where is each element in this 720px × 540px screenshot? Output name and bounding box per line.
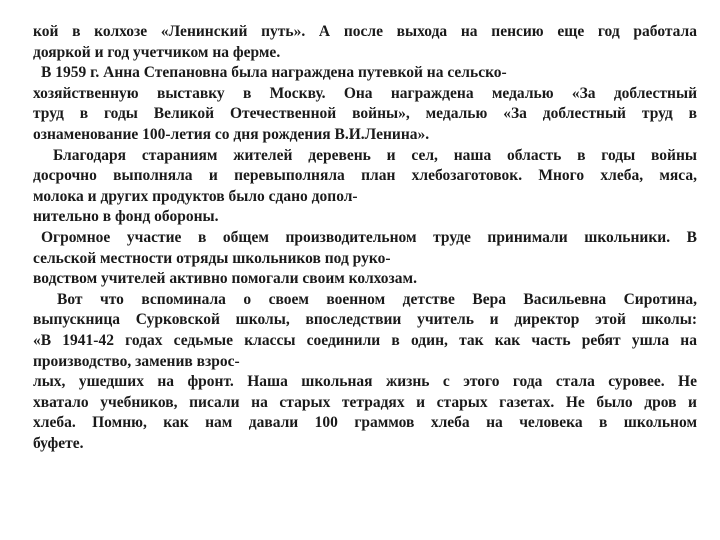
text-line: буфете. bbox=[33, 434, 84, 452]
text-line: труд в годы Великой Отечественной войны», медалью «За доблестный труд в bbox=[33, 105, 697, 123]
text-line: хозяйственную выставку в Москву. Она награждена медалью «За доблестный bbox=[33, 84, 697, 102]
text-line: лых, ушедших на фронт. Наша школьная жизнь с этого года стала суровее. Не bbox=[33, 373, 697, 391]
text-line: нительно в фонд обороны. bbox=[33, 208, 219, 226]
paragraph-start-line: Вот что вспоминала о своем военном детстве Вера Васильевна Сиротина, bbox=[57, 290, 697, 308]
paragraph-start-line: Благодаря стараниям жителей деревень и сел, наша область в годы войны bbox=[53, 146, 697, 164]
text-line: «В 1941-42 годах седьмые классы соединили в один, так как часть ребят ушла на bbox=[33, 331, 697, 349]
text-line: сельской местности отряды школьников под руко- bbox=[33, 249, 391, 267]
text-line: кой в колхозе «Ленинский путь». А после выхода на пенсию еще год работала bbox=[33, 23, 697, 40]
paragraph-start-line: В 1959 г. Анна Степановна была награждена путевкой на сельско- bbox=[41, 64, 507, 82]
text-line: выпускница Сурковской школы, впоследствии учитель и директор этой школы: bbox=[33, 311, 697, 329]
text-line: дояркой и год учетчиком на ферме. bbox=[33, 43, 281, 61]
text-line: хватало учебников, писали на старых тетрадях и старых газетах. Не было дров и bbox=[33, 393, 697, 411]
text-line: хлеба. Помню, как нам давали 100 граммов хлеба на человека в школьном bbox=[33, 414, 697, 432]
document-text bbox=[33, 22, 697, 454]
text-line: производство, заменив взрос- bbox=[33, 352, 240, 370]
text-line: досрочно выполняла и перевыполняла план хлебозаготовок. Много хлеба, мяса, bbox=[33, 167, 697, 185]
text-line: ознаменование 100-летия со дня рождения В.И.Ленина». bbox=[33, 125, 430, 143]
text-line: водством учителей активно помогали своим колхозам. bbox=[33, 270, 417, 288]
paragraph-start-line: Огромное участие в общем производительном труде принимали школьники. В bbox=[41, 228, 697, 246]
text-line: молока и других продуктов было сдано допол- bbox=[33, 187, 358, 205]
